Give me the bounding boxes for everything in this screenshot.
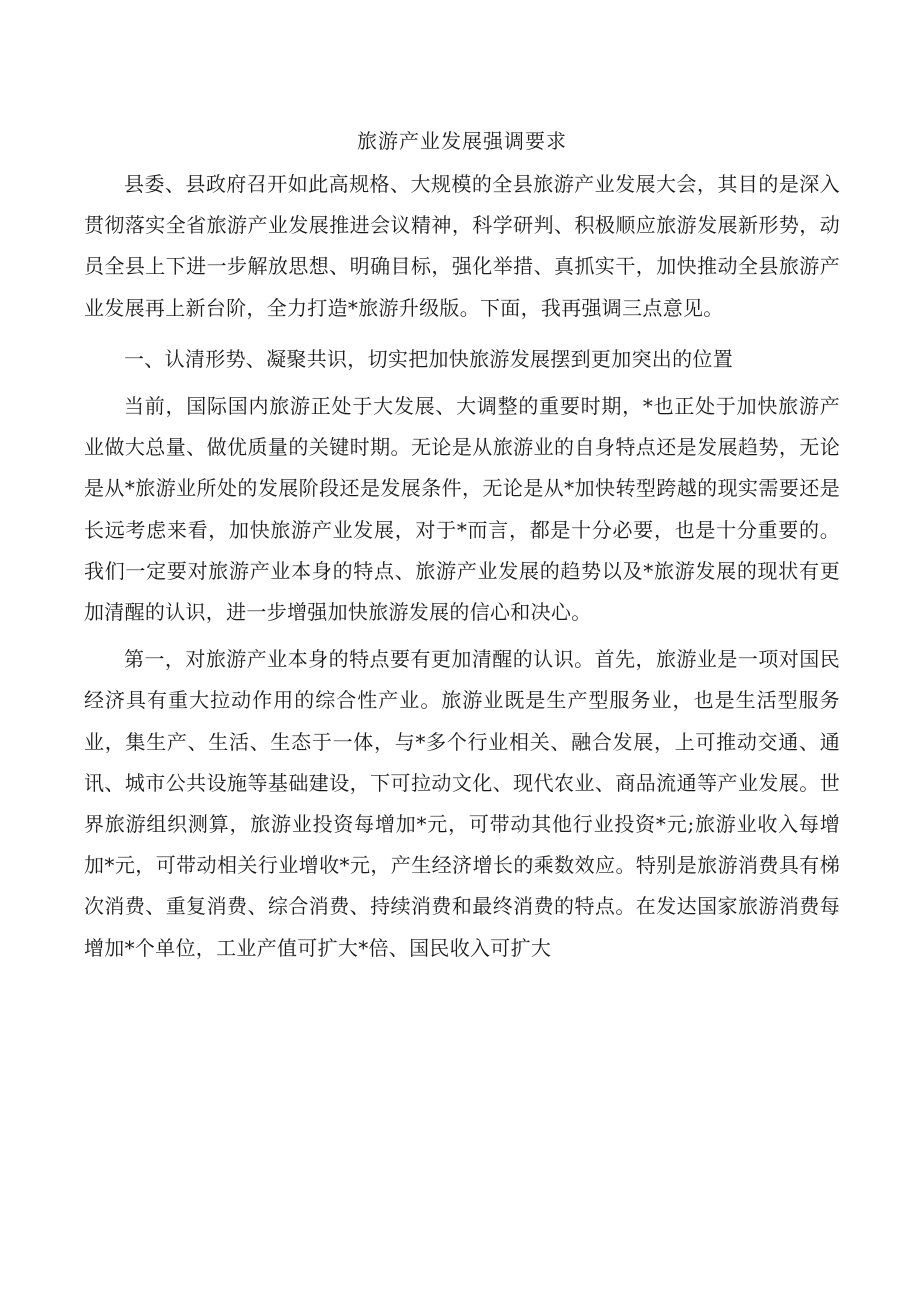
paragraph-intro: 县委、县政府召开如此高规格、大规模的全县旅游产业发展大会，其目的是深入贯彻落实全省旅游产业发展推进会议精神，科学研判、积极顺应旅游发展新形势，动员全县上下进一步解放思想、明确目标，强化举措、真抓实干，加快推动全县旅游产业发展再上新台阶，全力打造*旅游升级版。下面，我再强调三点意见。 [84,172,840,320]
document-page [84,118,840,969]
document-title: 旅游产业发展强调要求 [357,129,567,153]
paragraph-first-point: 第一，对旅游产业本身的特点要有更加清醒的认识。首先，旅游业是一项对国民经济具有重大拉动作用的综合性产业。旅游业既是生产型服务业，也是生活型服务业，集生产、生活、生态于一体，与*多个行业相关、融合发展，上可推动交通、通讯、城市公共设施等基础建设，下可拉动文化、现代农业、商品流通等产业发展。世界旅游组织测算，旅游业投资每增加*元，可带动其他行业投资*元;旅游业收入每增加*元，可带动相关行业增收*元，产生经济增长的乘数效应。特别是旅游消费具有梯次消费、重复消费、综合消费、持续消费和最终消费的特点。在发达国家旅游消费每增加*个单位，工业产值可扩大*倍、国民收入可扩大 [84,647,840,960]
section-heading-one: 一、认清形势、凝聚共识，切实把加快旅游发展摆到更加突出的位置 [124,346,733,371]
paragraph-situation: 当前，国际国内旅游正处于大发展、大调整的重要时期，*也正处于加快旅游产业做大总量、做优质量的关键时期。无论是从旅游业的自身特点还是发展趋势，无论是从*旅游业所处的发展阶段还是发展条件，无论是从*加快转型跨越的现实需要还是长远考虑来看，加快旅游产业发展，对于*而言，都是十分必要，也是十分重要的。我们一定要对旅游产业本身的特点、旅游产业发展的趋势以及*旅游发展的现状有更加清醒的认识，进一步增强加快旅游发展的信心和决心。 [84,394,840,625]
